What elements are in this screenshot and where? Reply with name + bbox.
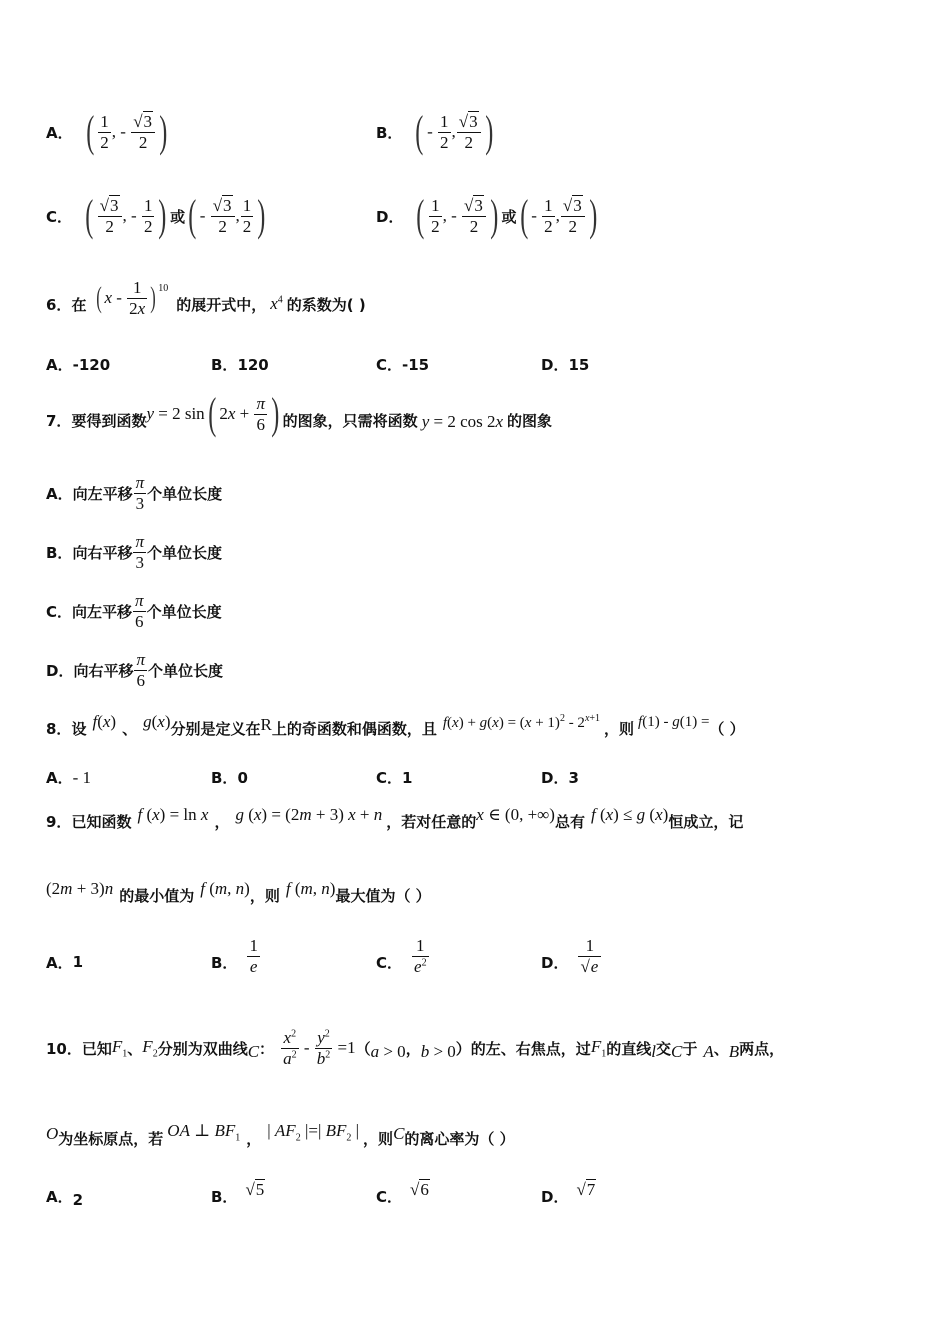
expr-binomial: ( x - $\frac{1}{2x}$ ) $^{10}$ [96, 277, 169, 318]
expr-ineq: f (x) ≤ g (x) [590, 805, 669, 824]
q5-option-c [46, 188, 269, 244]
expr-fmn-2: f (m, n) [285, 879, 336, 898]
q10-stem-line1 [46, 1020, 784, 1076]
stem-text: 分别是定义在 [170, 719, 261, 738]
stem-text: ，则 [249, 886, 280, 905]
stem-text: 的图象 [507, 411, 553, 430]
option-math-2: ( - $\frac{1}{2}$ , $\frac{√3}{2}$ ) [519, 191, 598, 240]
expr-fx: f(x) [92, 712, 117, 731]
expr-product: (2m + 3)n [46, 879, 114, 898]
q7-option-c [46, 591, 222, 631]
stem-text: 、 [713, 1039, 729, 1058]
stem-text: 上的奇函数和偶函数，且 [271, 719, 437, 738]
stem-text: 要得到函数 [71, 411, 147, 430]
q6-options [46, 354, 706, 375]
option-math: ( $\frac{1}{2}$ , - $\frac{√3}{2}$ ) [416, 191, 499, 240]
option-fraction: $\frac{\pi}{6}$ [136, 649, 145, 690]
option-d: D． 3 [541, 768, 579, 787]
q8-stem [46, 710, 745, 746]
option-fraction: $\frac{\pi}{6}$ [135, 590, 144, 631]
stem-text: 已知函数 [71, 812, 132, 831]
expr-o: O [46, 1124, 59, 1143]
option-b: B． 120 [211, 355, 269, 374]
stem-text: 于 [682, 1039, 698, 1058]
stem-text: 的展开式中， [176, 295, 267, 314]
option-a: A． - 1 [46, 767, 92, 787]
option-d: D． √7 [541, 1180, 596, 1206]
q9-stem-line1 [46, 800, 743, 842]
q8-options [46, 767, 706, 788]
expr-f-ln: f (x) = ln x [137, 805, 209, 824]
expr-fmn: f (m, n) [200, 879, 250, 898]
option-b: B． √5 [211, 1180, 265, 1206]
option-fraction: $\frac{\pi}{3}$ [135, 472, 145, 513]
question-number: 10． [46, 1039, 82, 1058]
question-number: 7． [46, 411, 72, 430]
stem-text: ： [259, 1039, 275, 1058]
expr-g-linear: g (x) = (2m + 3) x + n [235, 805, 383, 824]
expr-x4: $x^4$ [270, 294, 283, 313]
option-c: C． 1 [376, 768, 413, 787]
option-math: ( - $\frac{1}{2}$ , $\frac{√3}{2}$ ) [415, 107, 493, 156]
option-label: C． [46, 207, 73, 226]
expr-f1-2: $F_1$ [590, 1036, 607, 1060]
expr-identity: $f(x) + g(x) = (x + 1)^2 - 2^{x+1}$ [442, 712, 601, 731]
expr-f1: $F_1$ [111, 1036, 128, 1060]
stem-text: 的直线 [606, 1039, 652, 1058]
or-text: 或 [501, 207, 517, 226]
stem-text: （ [355, 1039, 371, 1058]
expr-a-point: A [703, 1042, 714, 1061]
option-text: 向右平移 [73, 661, 134, 680]
expr-domain: x ∈ (0, +∞) [476, 805, 555, 824]
stem-text: 、 [122, 719, 138, 738]
option-label: B． [46, 543, 73, 562]
q5-option-d [376, 188, 600, 244]
stem-text: 设 [71, 719, 87, 738]
option-d: D． 15 [541, 355, 590, 374]
option-b: B． $\frac{1}{e}$ [211, 935, 258, 976]
question-number: 6． [46, 295, 72, 314]
option-label: D． [376, 207, 404, 226]
stem-text: ，若对任意的 [386, 812, 477, 831]
set-r: R [260, 715, 272, 734]
option-d: D． $\frac{1}{√e}$ [541, 942, 706, 982]
stem-text: ，则 [604, 719, 635, 738]
q10-stem-line2 [46, 1118, 515, 1158]
option-text: 向左平移 [72, 602, 133, 621]
expr-b-pos: b > 0 [420, 1042, 456, 1061]
option-text: 向左平移 [72, 484, 133, 503]
stem-text: 的最小值为 [119, 886, 195, 905]
stem-text: ， [405, 1039, 421, 1058]
stem-text: 恒成立，记 [668, 812, 744, 831]
q7-option-b [46, 532, 222, 572]
question-number: 8． [46, 719, 72, 738]
option-a: A． 2 [46, 1187, 84, 1209]
stem-text: 的离心率为（ ） [404, 1129, 515, 1148]
option-math: ( $\frac{1}{2}$ , - $\frac{√3}{2}$ ) [85, 107, 168, 156]
q10-options [46, 1176, 706, 1216]
expr-f2: $F_2$ [142, 1036, 158, 1060]
stem-text: 最大值为（ ） [335, 886, 431, 905]
q7-stem [46, 389, 553, 448]
option-text: 个单位长度 [146, 602, 222, 621]
stem-text: （ ） [709, 719, 745, 738]
expr-c-3: C [393, 1124, 405, 1143]
q5-option-b [376, 104, 496, 160]
expr-a-pos: a > 0 [370, 1042, 406, 1061]
option-b: B． 0 [211, 768, 248, 787]
stem-text: ， [214, 812, 230, 831]
expr-b-point: B [728, 1042, 740, 1061]
option-c: C． √6 [376, 1180, 429, 1206]
stem-text: ，则 [363, 1129, 394, 1148]
stem-text: 、 [127, 1039, 143, 1058]
option-math-2: ( - $\frac{√3}{2}$ , $\frac{1}{2}$ ) [188, 191, 266, 240]
option-label: A． [46, 123, 73, 142]
stem-text: 已知 [81, 1039, 112, 1058]
option-label: D． [46, 661, 74, 680]
stem-text: 为坐标原点，若 [58, 1129, 164, 1148]
expr-cos: y = 2 cos 2x [421, 412, 504, 431]
expr-sin: y = 2 sin ( 2 x + $\frac{\pi}{6}$ ) [146, 389, 280, 438]
stem-text: 总有 [554, 812, 585, 831]
option-text: 个单位长度 [148, 661, 224, 680]
expr-c-2: C [670, 1042, 683, 1061]
option-a: A． -120 [46, 355, 111, 374]
question-number: 9． [46, 812, 72, 831]
expr-c: C [247, 1042, 260, 1061]
q9-stem-line2 [46, 874, 431, 916]
stem-text: ）的左、右焦点，过 [455, 1039, 591, 1058]
stem-text: 在 [71, 295, 87, 314]
option-text: 个单位长度 [147, 484, 223, 503]
expr-perp: OA ⊥ $BF_1$ [167, 1120, 241, 1144]
option-label: B． [376, 123, 403, 142]
option-text: 向右平移 [72, 543, 133, 562]
expr-hyperbola: $\frac{x^2}{a^2}$ - $\frac{y^2}{b^2}$ =1 [283, 1027, 356, 1068]
stem-text: 两点， [739, 1039, 785, 1058]
q7-option-a [46, 473, 222, 513]
expr-gx: g(x) [143, 712, 171, 731]
option-label: A． [46, 484, 73, 503]
stem-text: ， [246, 1129, 262, 1148]
or-text: 或 [170, 207, 186, 226]
q5-option-a [46, 104, 171, 160]
expr-abs-eq: | $AF_2$ |=| $BF_2$ | [267, 1120, 360, 1144]
expr-target: f(1) - g(1) = [638, 713, 710, 730]
stem-text: 的系数为( ) [286, 295, 366, 314]
option-fraction: $\frac{\pi}{3}$ [135, 531, 144, 572]
expr-l: l [651, 1042, 656, 1061]
option-a: A． 1 [46, 953, 84, 972]
option-math: ( $\frac{√3}{2}$ , - $\frac{1}{2}$ ) [85, 191, 167, 240]
q6-stem [46, 278, 366, 330]
stem-text: 分别为双曲线 [157, 1039, 248, 1058]
q7-option-d [46, 650, 223, 690]
option-c: C． -15 [376, 355, 430, 374]
option-c: C． $\frac{1}{e^2}$ [376, 935, 427, 976]
stem-text: 的图象，只需将函数 [282, 411, 418, 430]
option-label: C． [46, 602, 73, 621]
option-text: 个单位长度 [146, 543, 222, 562]
stem-text: 交 [655, 1039, 671, 1058]
q9-options [46, 934, 706, 990]
